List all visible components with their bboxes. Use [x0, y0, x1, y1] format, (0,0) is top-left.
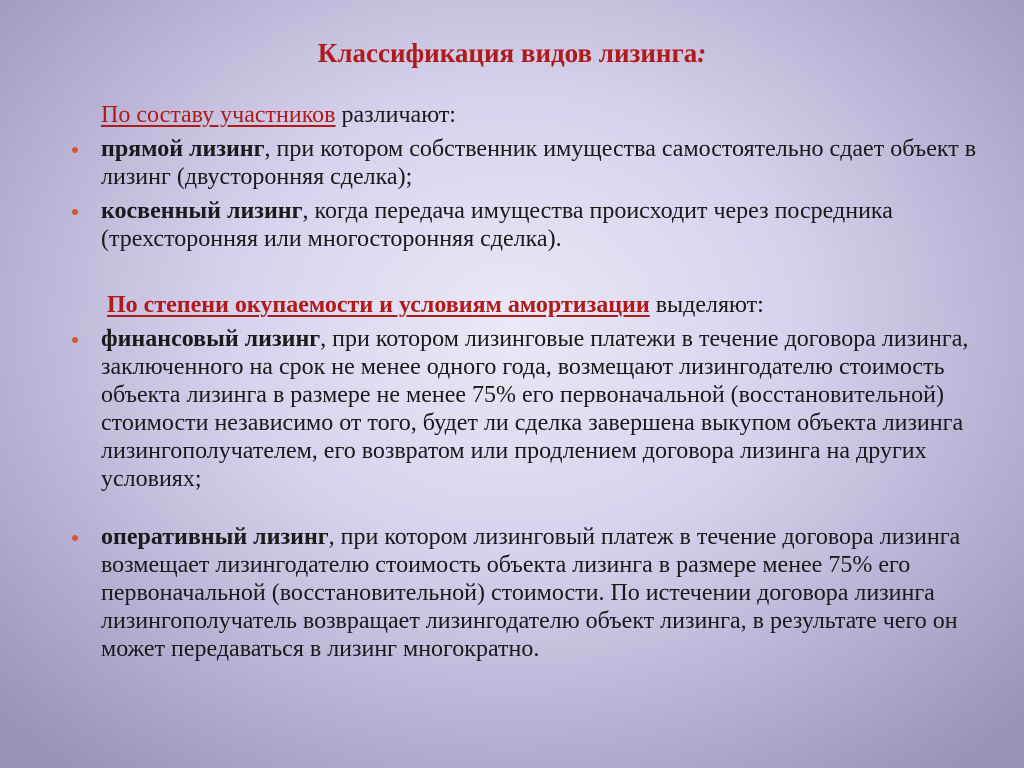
slide-title-colon: : [697, 38, 707, 68]
slide-title-text: Классификация видов лизинга [317, 38, 698, 68]
bullet-term: прямой лизинг [101, 136, 265, 162]
section-heading-payback-label: По степени окупаемости и условиям амортизации [107, 292, 650, 318]
bullet-text: , когда передача имущества происходит через посредника (трехсторонняя или многосторонняя сделка). [101, 198, 893, 252]
bullet-text: , при котором собственник имущества самостоятельно сдает объект в лизинг (двусторонняя сделка); [101, 136, 977, 190]
bullet-icon [72, 535, 78, 541]
section-heading-participants [101, 101, 456, 129]
bullet-term: косвенный лизинг [101, 198, 303, 224]
bullet-text: , при котором лизинговые платежи в течение договора лизинга, заключенного на срок не менее одного года, возмещают лизингодателю стоимость объекта лизинга в размере не менее 75% его первоначальной (восстановительной) стоимости независимо от того, будет ли сделка завершена выкупом объекта лизинга лизингополучателем, его возвратом или продлением договора лизинга на других условиях; [101, 326, 969, 492]
list-item-financial-leasing [101, 325, 981, 493]
list-item-indirect-leasing [101, 197, 981, 253]
bullet-term: оперативный лизинг [101, 524, 329, 550]
bullet-text: , при котором лизинговый платеж в течение договора лизинга возмещает лизингодателю стоимость объекта лизинга в размере менее 75% его первоначальной (восстановительной) стоимости. По истечении договора лизинга лизингополучатель возвращает лизингодателю объект лизинга, в результате чего он может передаваться в лизинг многократно. [101, 524, 961, 662]
list-item-direct-leasing [101, 135, 981, 191]
section-heading-participants-label: По составу участников [101, 102, 336, 128]
section-heading-payback-rest: выделяют: [649, 292, 764, 318]
bullet-icon [72, 147, 78, 153]
bullet-term: финансовый лизинг [101, 326, 321, 352]
section-heading-participants-rest: различают: [335, 102, 456, 128]
bullet-icon [72, 337, 78, 343]
bullet-icon [72, 209, 78, 215]
list-item-operating-leasing [101, 523, 981, 663]
slide-title [0, 40, 1024, 67]
section-heading-payback [107, 291, 764, 319]
